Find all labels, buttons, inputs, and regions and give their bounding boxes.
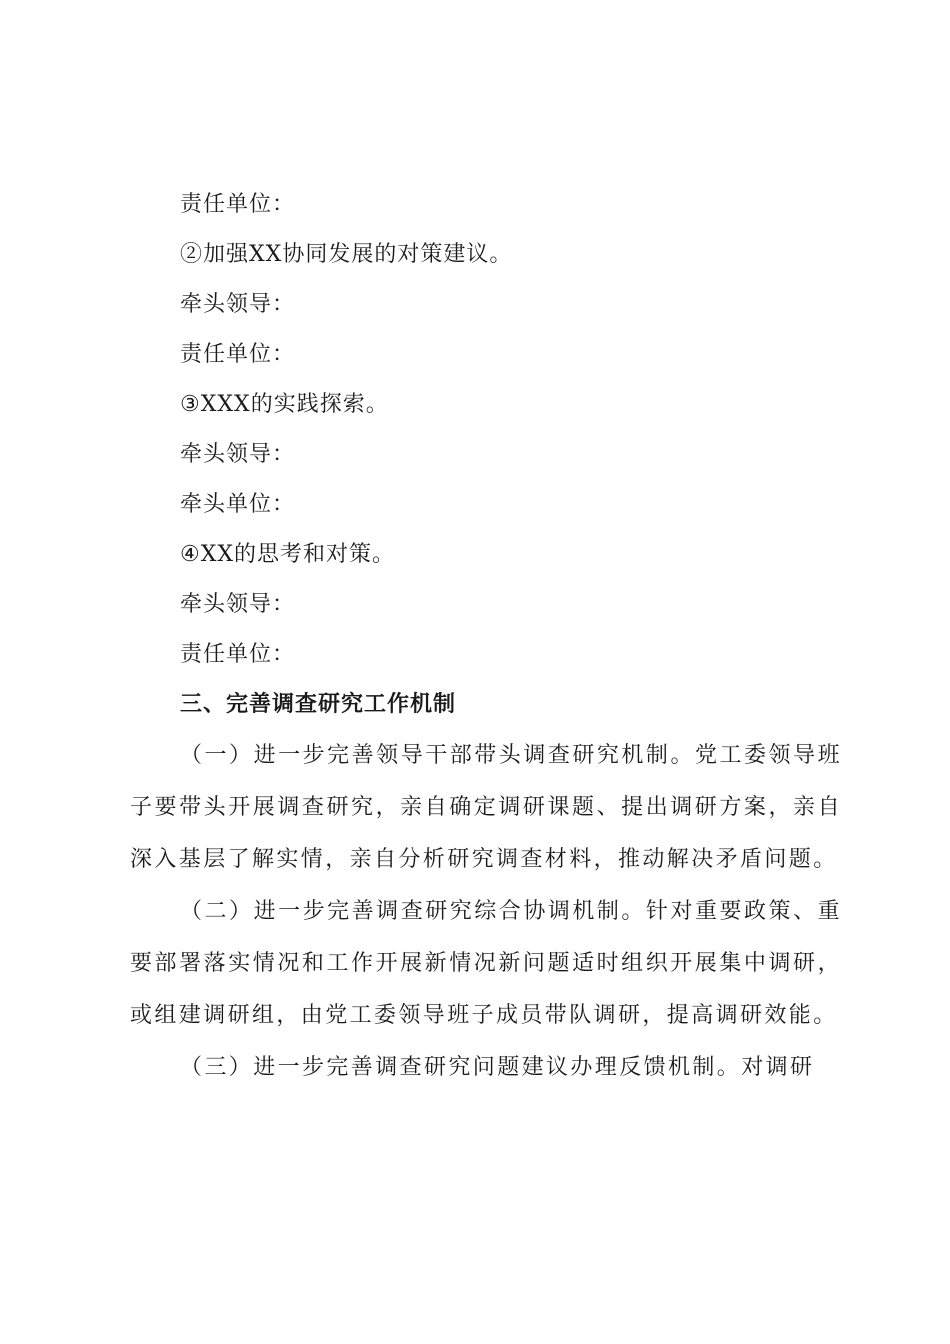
document-body [130,180,842,1094]
responsible-unit-line-2: 责任单位： [180,342,296,367]
paragraph-mechanism-2: （二）进一步完善调查研究综合协调机制。针对重要政策、重要部署落实情况和工作开展新情况新问题适时组织开展集中调研，或组建调研组，由党工委领导班子成员带队调研，提高调研效能。 [130,899,842,1028]
responsible-unit-line-1: 责任单位： [180,192,296,217]
lead-leader-line-2: 牵头领导： [180,292,296,317]
item-2-title: ②加强XX协同发展的对策建议。 [180,242,513,267]
lead-leader-line-3: 牵头领导： [180,442,296,467]
lead-unit-line-3: 牵头单位： [180,492,296,517]
paragraph-mechanism-3: （三）进一步完善调查研究问题建议办理反馈机制。对调研 [180,1055,815,1080]
item-4-title: ④XX的思考和对策。 [180,542,396,567]
item-3-title: ③XXX的实践探索。 [180,392,389,417]
section-heading: 三、完善调查研究工作机制 [180,692,457,717]
responsible-unit-line-4: 责任单位： [180,642,296,667]
paragraph-mechanism-1: （一）进一步完善领导干部带头调查研究机制。党工委领导班子要带头开展调查研究，亲自确定调研课题、提出调研方案，亲自深入基层了解实情，亲自分析研究调查材料，推动解决矛盾问题。 [130,743,842,872]
lead-leader-line-4: 牵头领导： [180,592,296,617]
